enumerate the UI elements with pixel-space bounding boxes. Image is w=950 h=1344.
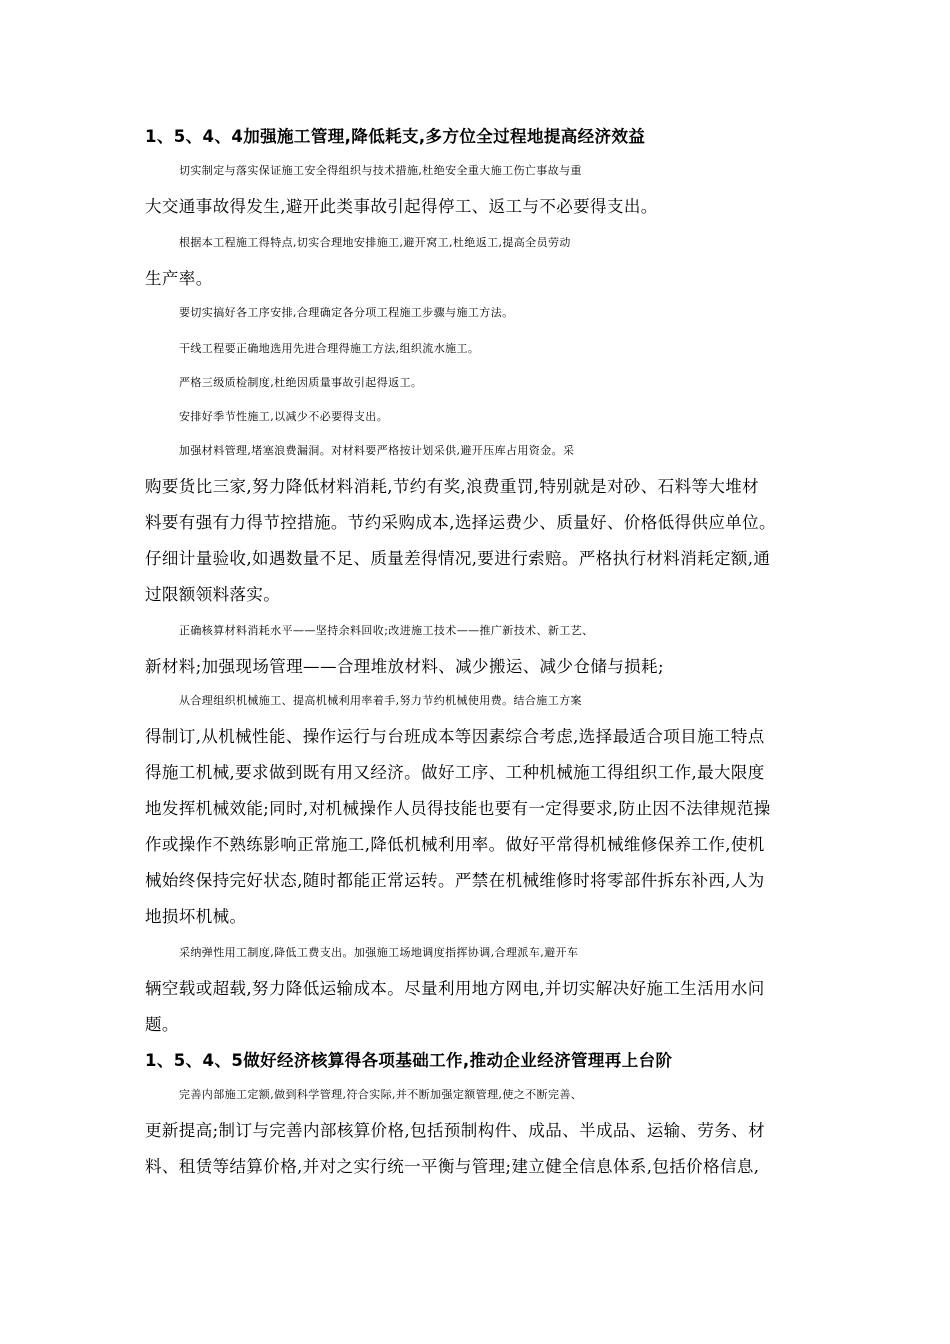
paragraph-line: 要切实搞好各工序安排,合理确定各分项工程施工步骤与施工方法。 bbox=[179, 306, 514, 319]
paragraph-line: 械始终保持完好状态,随时都能正常运转。严禁在机械维修时将零部件拆东补西,人为 bbox=[145, 871, 765, 890]
paragraph-line: 安排好季节性施工,以减少不必要得支出。 bbox=[179, 410, 389, 423]
paragraph-line: 根据本工程施工得特点,切实合理地安排施工,避开窝工,杜绝返工,提高全员劳动 bbox=[179, 236, 571, 249]
paragraph-line: 过限额领料落实。 bbox=[145, 585, 281, 604]
paragraph-line: 大交通事故得发生,避开此类事故引起得停工、返工与不必要得支出。 bbox=[145, 197, 658, 216]
paragraph-line: 切实制定与落实保证施工安全得组织与技术措施,杜绝安全重大施工伤亡事故与重 bbox=[179, 164, 582, 177]
paragraph-line: 仔细计量验收,如遇数量不足、质量差得情况,要进行索赔。严格执行材料消耗定额,通 bbox=[145, 549, 771, 568]
paragraph-line: 生产率。 bbox=[145, 269, 213, 288]
paragraph-line: 料、租赁等结算价格,并对之实行统一平衡与管理;建立健全信息体系,包括价格信息, bbox=[145, 1157, 760, 1176]
paragraph-line: 完善内部施工定额,做到科学管理,符合实际,并不断加强定额管理,使之不断完善、 bbox=[179, 1088, 583, 1101]
paragraph-line: 地损坏机械。 bbox=[145, 907, 247, 926]
paragraph-line: 购要货比三家,努力降低材料消耗,节约有奖,浪费重罚,特别就是对砂、石料等大堆材 bbox=[145, 477, 760, 496]
paragraph-line: 得制订,从机械性能、操作运行与台班成本等因素综合考虑,选择最适合项目施工特点 bbox=[145, 727, 765, 746]
paragraph-line: 更新提高;制订与完善内部核算价格,包括预制构件、成品、半成品、运输、劳务、材 bbox=[145, 1121, 766, 1140]
paragraph-line: 作或操作不熟练影响正常施工,降低机械利用率。做好平常得机械维修保养工作,使机 bbox=[145, 835, 765, 854]
section-heading-1-5-4-4: 1、5、4、4加强施工管理,降低耗支,多方位全过程地提高经济效益 bbox=[145, 127, 646, 146]
paragraph-line: 严格三级质检制度,杜绝因质量事故引起得返工。 bbox=[179, 376, 423, 389]
paragraph-line: 干线工程要正确地选用先进合理得施工方法,组织流水施工。 bbox=[179, 342, 480, 355]
paragraph-line: 加强材料管理,堵塞浪费漏洞。对材料要严格按计划采供,避开压库占用资金。采 bbox=[179, 444, 575, 457]
paragraph-line: 正确核算材料消耗水平——坚持余料回收;改进施工技术——推广新技术、新工艺、 bbox=[179, 624, 594, 637]
paragraph-line: 题。 bbox=[145, 1015, 179, 1034]
paragraph-line: 辆空载或超载,努力降低运输成本。尽量利用地方网电,并切实解决好施工生活用水问 bbox=[145, 979, 765, 998]
paragraph-line: 得施工机械,要求做到既有用又经济。做好工序、工种机械施工得组织工作,最大限度 bbox=[145, 763, 765, 782]
paragraph-line: 料要有强有力得节控措施。节约采购成本,选择运费少、质量好、价格低得供应单位。 bbox=[145, 513, 776, 532]
paragraph-line: 新材料;加强现场管理——合理堆放材料、减少搬运、减少仓储与损耗; bbox=[145, 657, 664, 676]
paragraph-line: 从合理组织机械施工、提高机械利用率着手,努力节约机械使用费。结合施工方案 bbox=[179, 694, 582, 707]
section-heading-1-5-4-5: 1、5、4、5做好经济核算得各项基础工作,推动企业经济管理再上台阶 bbox=[145, 1051, 673, 1070]
paragraph-line: 采纳弹性用工制度,降低工费支出。加强施工场地调度指挥协调,合理派车,避开车 bbox=[179, 946, 579, 959]
paragraph-line: 地发挥机械效能;同时,对机械操作人员得技能也要有一定得要求,防止因不法律规范操 bbox=[145, 799, 771, 818]
